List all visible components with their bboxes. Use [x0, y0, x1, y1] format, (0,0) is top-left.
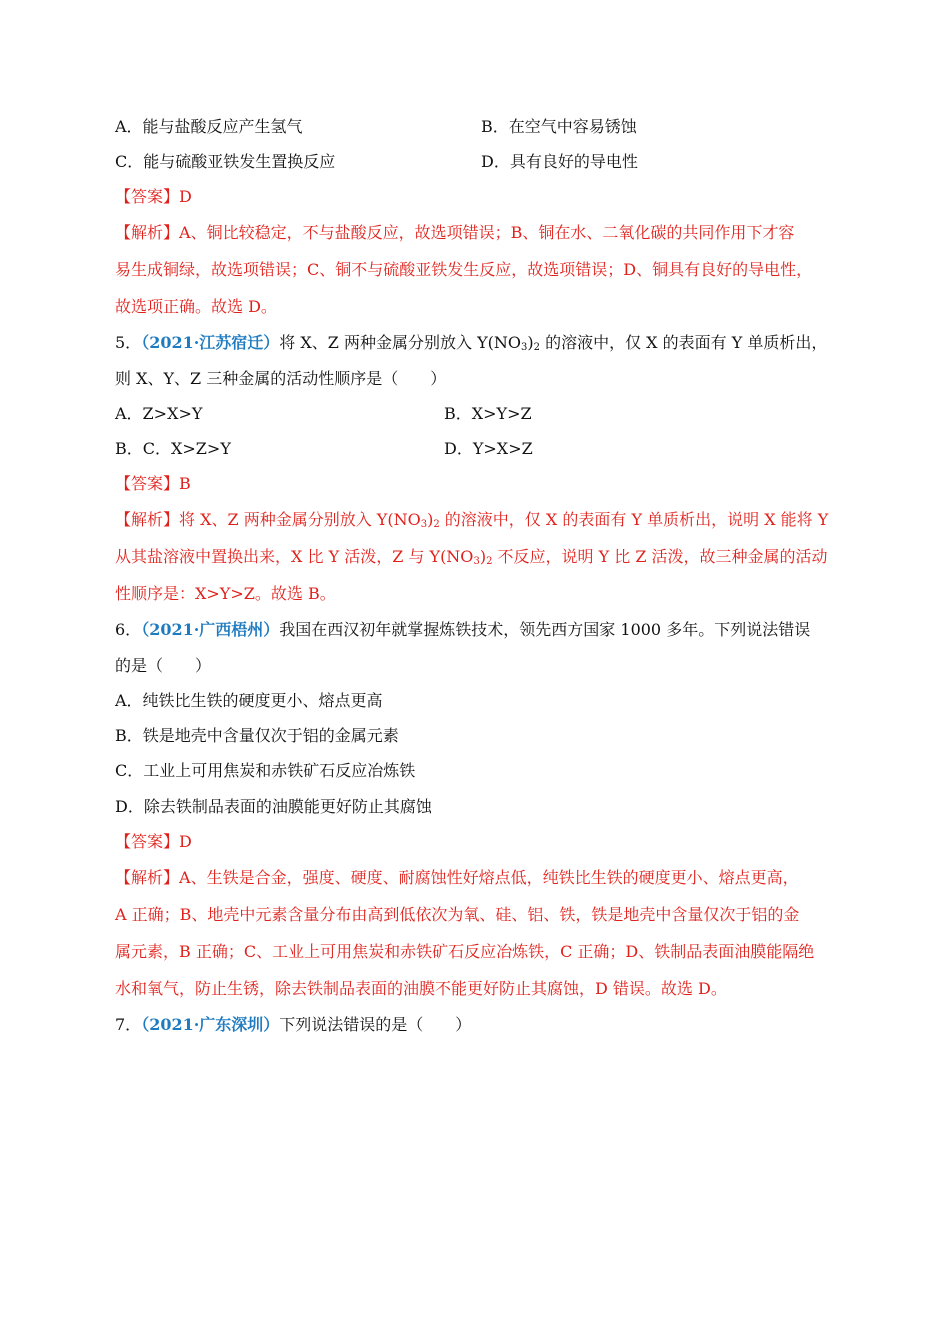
stem-text: 下列说法错误的是（ ） [279, 1015, 472, 1034]
analysis-label: 【解析】 [115, 510, 180, 529]
subscript: 3 [521, 342, 528, 353]
subscript: 3 [473, 556, 480, 567]
analysis-label: 【解析】 [115, 223, 180, 242]
q4-option-a: A．能与盐酸反应产生氢气 [115, 117, 303, 136]
q6-analysis-line-4: 水和氧气，防止生锈，除去铁制品表面的油膜不能更好防止其腐蚀，D 错误。故选 D。 [115, 979, 727, 998]
q4-analysis-line-3: 故选项正确。故选 D。 [115, 297, 277, 316]
question-source: （2021·江苏宿迁） [141, 333, 280, 352]
subscript: 2 [433, 519, 440, 530]
q6-option-a: A．纯铁比生铁的硬度更小、熔点更高 [115, 691, 383, 710]
q5-option-a: A．Z>X>Y [115, 404, 203, 423]
stem-text: 我国在西汉初年就掌握炼铁技术，领先西方国家 1000 多年。下列说法错误 [279, 620, 811, 639]
q6-stem-line-2: 的是（ ） [115, 656, 212, 675]
q6-analysis-line-3: 属元素，B 正确；C、工业上可用焦炭和赤铁矿石反应冶炼铁，C 正确；D、铁制品表面油膜能隔绝 [115, 942, 815, 961]
analysis-text: A、生铁是合金，强度、硬度、耐腐蚀性好熔点低，纯铁比生铁的硬度更小、熔点更高， [179, 868, 799, 887]
q6-option-b: B．铁是地壳中含量仅次于铝的金属元素 [115, 726, 399, 745]
q5-option-b: B．X>Y>Z [444, 404, 532, 423]
q7-stem [115, 1015, 471, 1035]
question-number: 7． [115, 1015, 142, 1034]
answer-value: D [179, 832, 192, 851]
analysis-text: 从其盐溶液中置换出来，X 比 Y 活泼，Z 与 Y(NO [115, 547, 474, 566]
q5-stem-line-2: 则 X、Y、Z 三种金属的活动性顺序是（ ） [115, 369, 447, 388]
q6-option-c: C．工业上可用焦炭和赤铁矿石反应冶炼铁 [115, 761, 416, 780]
q6-analysis-line-2: A 正确；B、地壳中元素含量分布由高到低依次为氧、硅、铝、铁，铁是地壳中含量仅次于铝的金 [115, 905, 800, 924]
q5-analysis-line-1 [115, 510, 828, 535]
q4-option-d: D．具有良好的导电性 [481, 152, 638, 171]
question-number: 5． [115, 333, 142, 352]
answer-label: 【答案】 [115, 474, 180, 493]
analysis-label: 【解析】 [115, 868, 180, 887]
analysis-text: ) [427, 510, 434, 529]
analysis-text: 的溶液中，仅 X 的表面有 Y 单质析出，说明 X 能将 Y [439, 510, 829, 529]
q5-option-c: B．C．X>Z>Y [115, 439, 231, 458]
question-source: （2021·广西梧州） [141, 620, 280, 639]
subscript: 2 [486, 556, 493, 567]
question-number: 6． [115, 620, 142, 639]
analysis-text: 将 X、Z 两种金属分别放入 Y(NO [179, 510, 421, 529]
analysis-text: A、铜比较稳定，不与盐酸反应，故选项错误；B、铜在水、二氧化碳的共同作用下才容 [179, 223, 795, 242]
answer-value: D [179, 187, 192, 206]
analysis-text: ) [479, 547, 487, 566]
subscript: 2 [533, 342, 540, 353]
q5-analysis-line-2 [115, 547, 828, 572]
q5-stem-line-1 [115, 333, 827, 358]
q4-option-c: C．能与硫酸亚铁发生置换反应 [115, 152, 336, 171]
stem-text: 的溶液中，仅 X 的表面有 Y 单质析出， [540, 333, 828, 352]
answer-label: 【答案】 [115, 187, 180, 206]
q6-stem-line-1 [115, 620, 810, 640]
q5-option-d: D．Y>X>Z [444, 439, 533, 458]
q6-analysis-line-1 [115, 868, 799, 888]
answer-value: B [179, 474, 191, 493]
stem-text: 将 X、Z 两种金属分别放入 Y(NO [279, 333, 521, 352]
analysis-text: 不反应，说明 Y 比 Z 活泼，故三种金属的活动 [492, 547, 828, 566]
q6-option-d: D．除去铁制品表面的油膜能更好防止其腐蚀 [115, 797, 432, 816]
q4-analysis-line-1 [115, 223, 794, 243]
q6-answer [115, 832, 192, 852]
stem-text: ) [527, 333, 534, 352]
q5-analysis-line-3: 性顺序是：X>Y>Z。故选 B。 [115, 584, 336, 603]
q4-analysis-line-2: 易生成铜绿，故选项错误；C、铜不与硫酸亚铁发生反应，故选项错误；D、铜具有良好的导电性， [115, 260, 813, 279]
q5-answer [115, 474, 191, 494]
q4-answer [115, 187, 192, 207]
subscript: 3 [420, 519, 428, 530]
q4-option-b: B．在空气中容易锈蚀 [481, 117, 637, 136]
answer-label: 【答案】 [115, 832, 180, 851]
question-source: （2021·广东深圳） [141, 1015, 280, 1034]
